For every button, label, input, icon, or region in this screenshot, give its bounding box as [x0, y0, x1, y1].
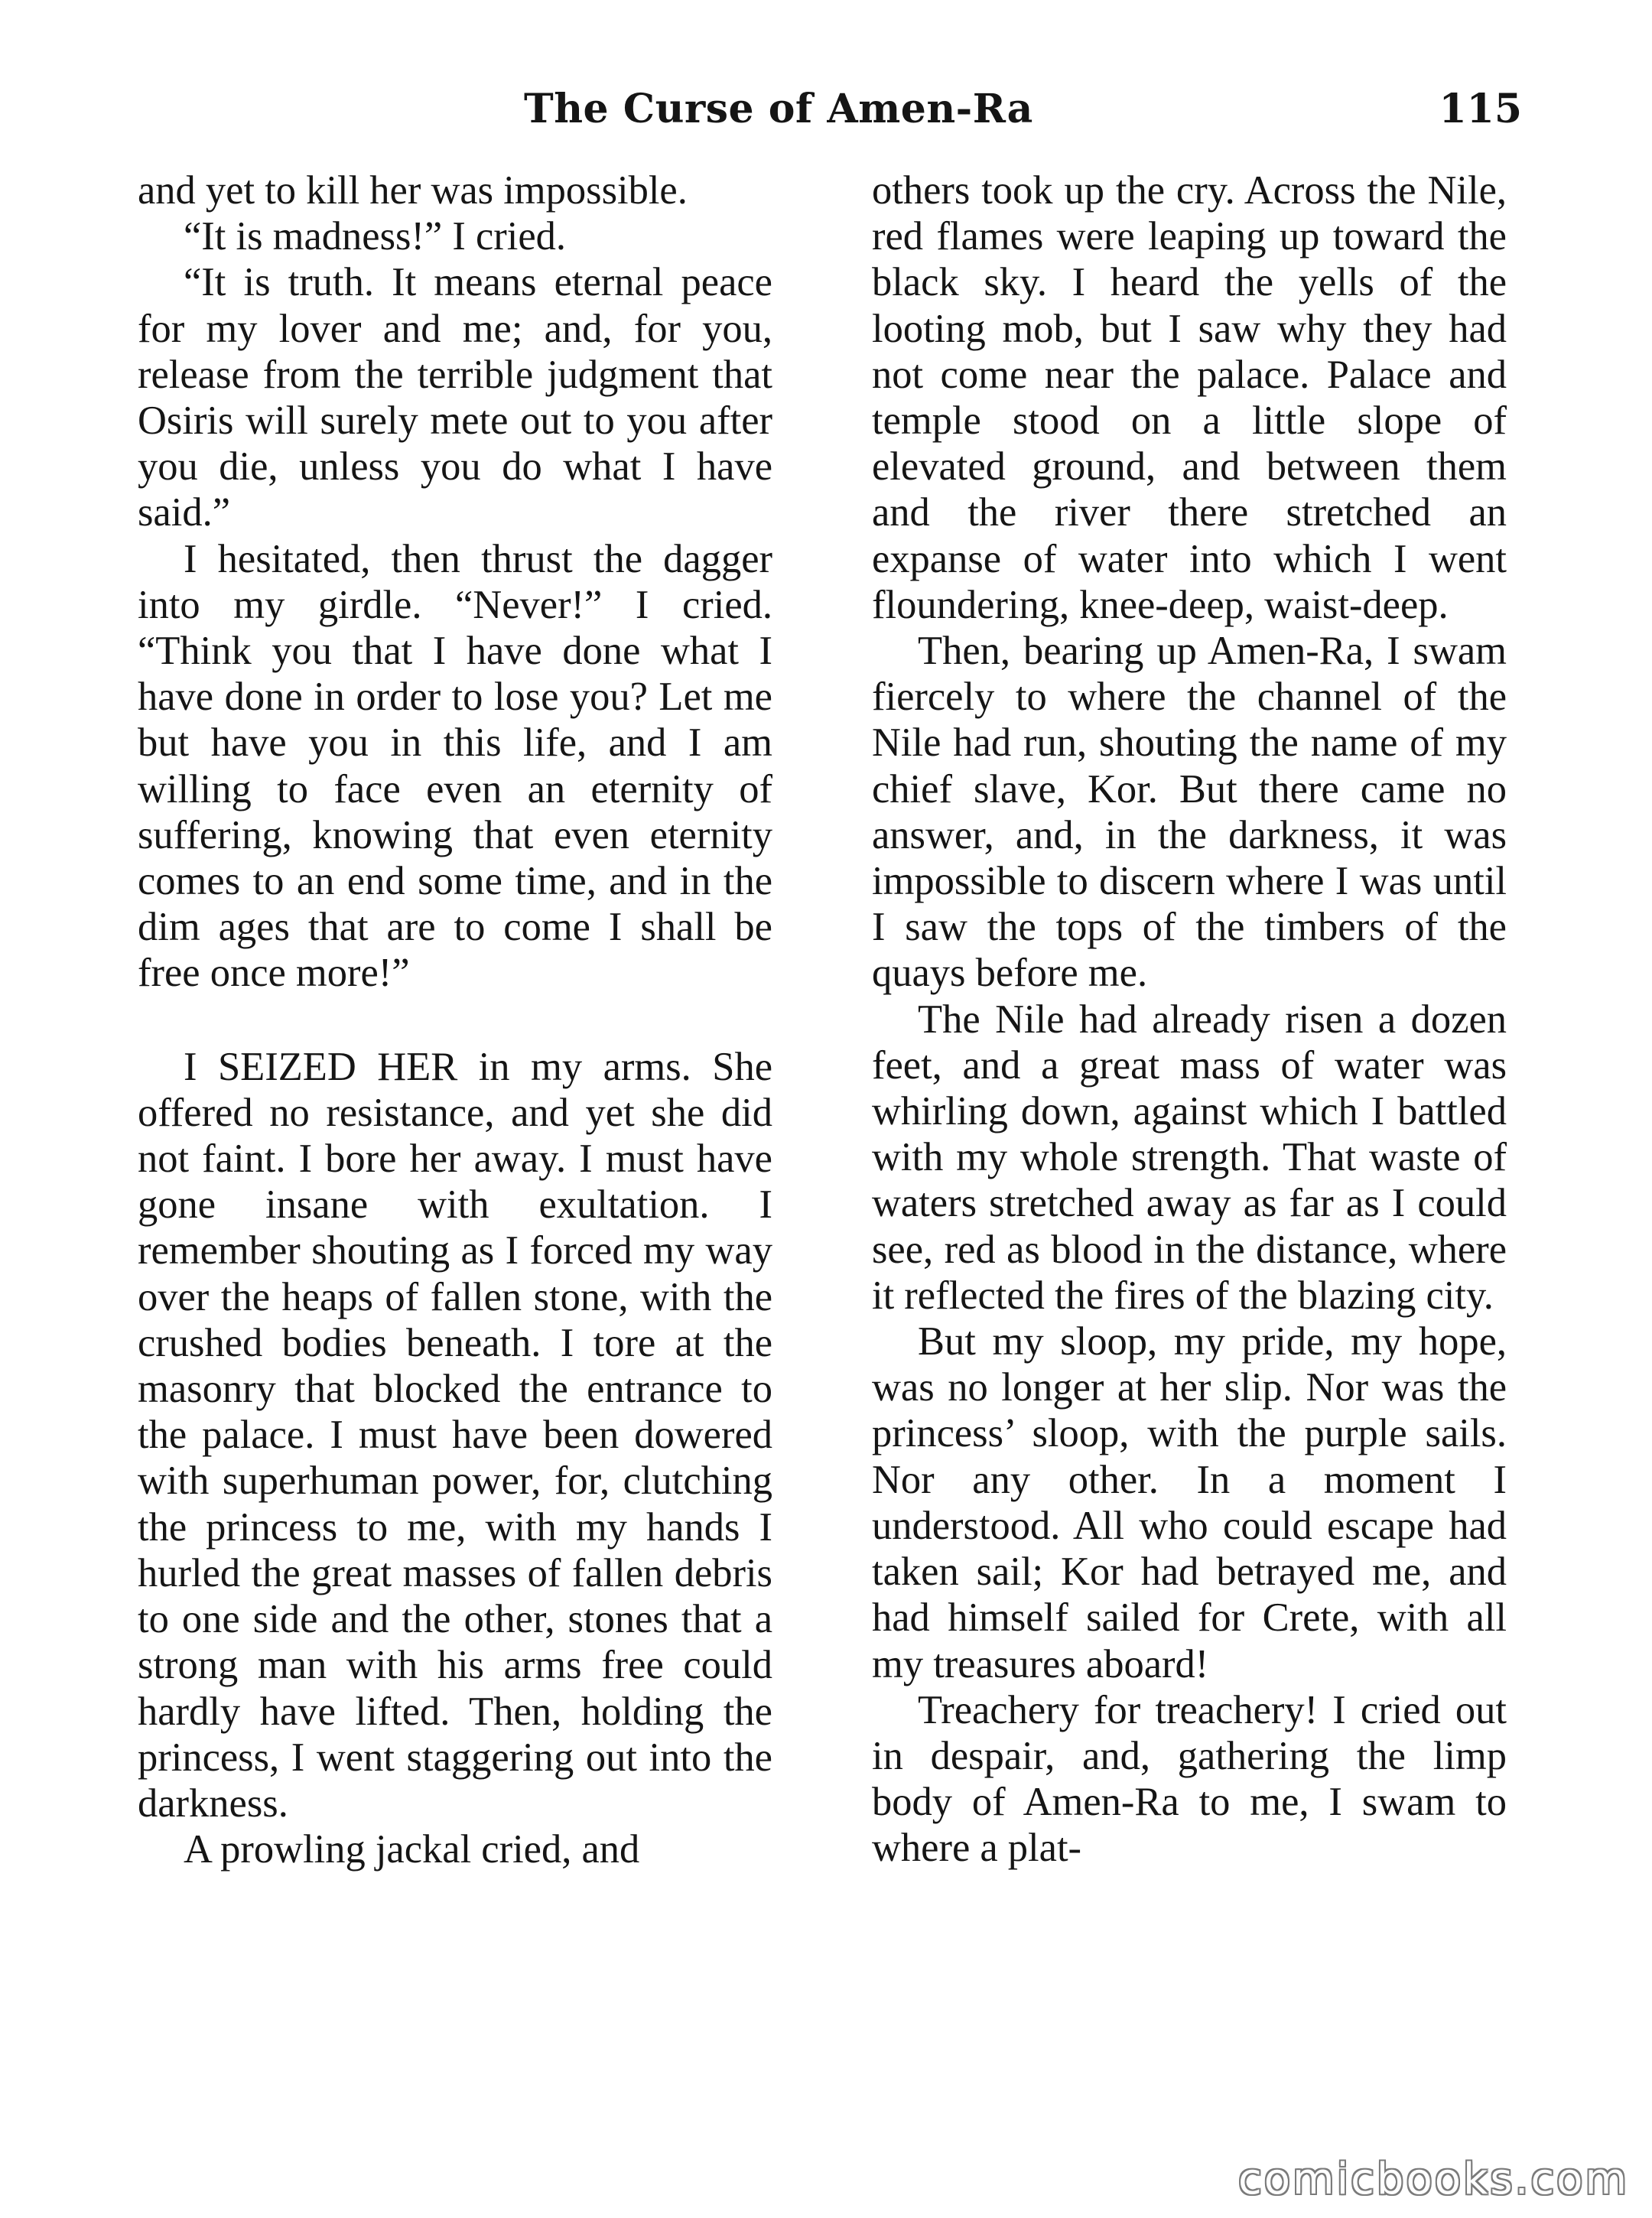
left-text-column	[138, 167, 772, 1872]
right-text-column	[872, 167, 1507, 1872]
paragraph: “It is truth. It means eternal peace for my lover and me; and, for you, release from the terrible judgment that Osiris will surely mete out to you after you die, unless you do what I have said.”	[138, 260, 772, 535]
paragraph: A prowling jackal cried, and	[184, 1827, 640, 1872]
paragraph: Treachery for treachery! I cried out in despair, and, gathering the limp body of Amen-Ra to me, I swam to where a plat-	[872, 1687, 1507, 1871]
paragraph: Then, bearing up Amen-Ra, I swam fiercely to where the channel of the Nile had run, shouting the name of my chief slave, Kor. But there came no answer, and, in the darkness, it was impossible to discern where I was until I saw the tops of the timbers of the quays before me.	[872, 629, 1507, 996]
paragraph: others took up the cry. Across the Nile, red flames were leaping up toward the black sky. I heard the yells of the looting mob, but I saw why they had not come near the palace. Palace and temple stood on a little slope of elevated ground, and between them and the river there stretched an expanse of water into which I went floundering, knee-deep, waist-deep.	[872, 168, 1507, 627]
paragraph: “It is madness!” I cried.	[184, 214, 567, 259]
paragraph: I SEIZED HER in my arms. She offered no resistance, and yet she did not faint. I bore her away. I must have gone insane with exultation. I remember shouting as I forced my way over the heaps of fallen stone, with the crushed bodies beneath. I tore at the masonry that blocked the entrance to the palace. I must have been dowered with superhuman power, for, clutching the princess to me, with my hands I hurled the great masses of fallen debris to one side and the other, stones that a strong man with his arms free could hardly have lifted. Then, holding the princess, I went staggering out into the darkness.	[138, 1044, 772, 1826]
running-header	[138, 83, 1522, 136]
page-number: 115	[1439, 86, 1522, 132]
paragraph: I hesitated, then thrust the dagger into my girdle. “Never!” I cried. “Think you that I have done what I have done in order to lose you? Let me but have you in this life, and I am willing to face even an eternity of suffering, knowing that even eternity comes to an end some time, and in the dim ages that are to come I shall be free once more!”	[138, 536, 772, 996]
paragraph: The Nile had already risen a dozen feet, and a great mass of water was whirling down, against which I battled with my whole strength. That waste of waters stretched away as far as I could see, red as blood in the distance, where it reflected the fires of the blazing city.	[872, 997, 1507, 1318]
paragraph: But my sloop, my pride, my hope, was no longer at her slip. Nor was the princess’ sloop, with the purple sails. Nor any other. In a moment I understood. All who could escape had taken sail; Kor had betrayed me, and had himself sailed for Crete, with all my treasures aboard!	[872, 1319, 1507, 1686]
watermark: comicbooks.com	[1237, 2155, 1629, 2204]
paragraph: and yet to kill her was impossible.	[138, 168, 688, 213]
running-title: The Curse of Amen-Ra	[524, 86, 1033, 132]
